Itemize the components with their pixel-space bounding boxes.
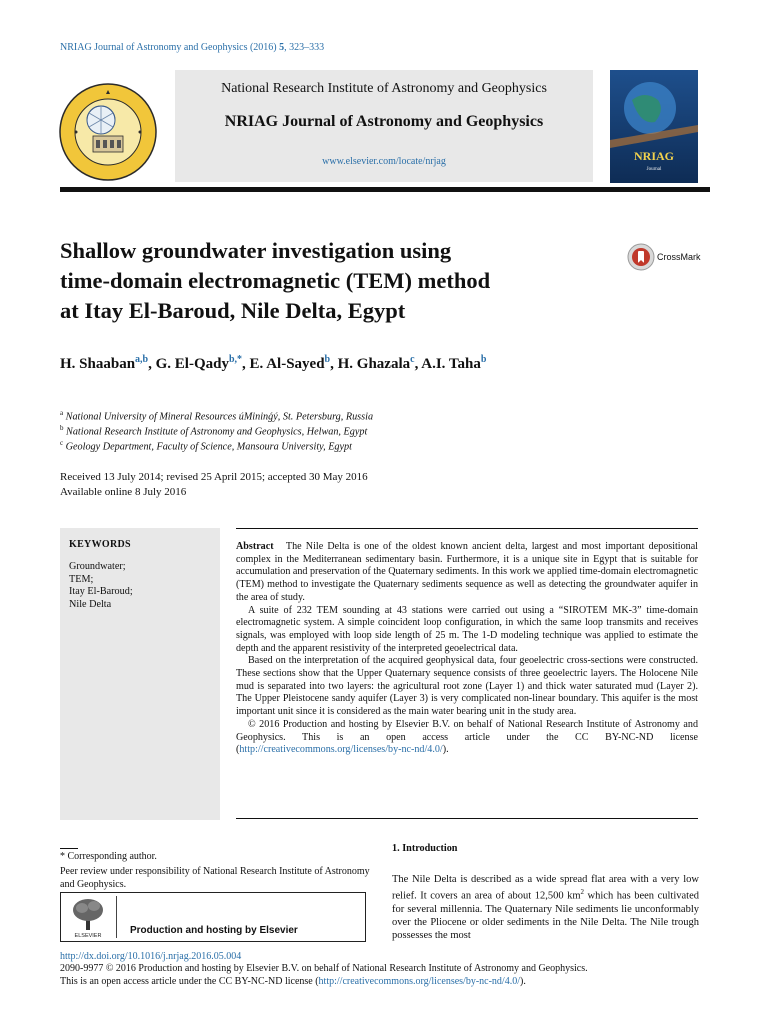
introduction-paragraph bbox=[392, 873, 699, 943]
author[interactable] bbox=[421, 356, 486, 372]
affiliation-text: National University of Mineral Resources úMininǵý, St. Petersburg, Russia bbox=[65, 411, 374, 423]
footnote-rule bbox=[60, 848, 78, 849]
elsevier-tree-logo bbox=[68, 896, 108, 938]
elsevier-divider bbox=[116, 896, 117, 938]
author-separator: , bbox=[330, 356, 338, 372]
intro-text-part: which has been cultivated for several millennia. The Quaternary Nile sediments lie unconformably over the Pliocene or older sediments in the Nile Delta. The Nile trough possesses the most bbox=[392, 890, 699, 942]
abstract-paragraph-3: Based on the interpretation of the acquired geophysical data, four geoelectric cross-sections were constructed. These sections show that the Upper Quaternary sequence consists of three geoelectric layers. The Holocene Nile mud is separated into two layers: the agricultural root zone (Layer 1) and thick water saturated mud (Layer 2). The Upper Pleistocene sandy aquifer (Layer 3) is very complicated non-linear boundary. This aquifer is the most important unit since it is considered as the main water bearing unit in the study area. bbox=[236, 655, 698, 718]
header-divider bbox=[60, 187, 710, 192]
doi-link[interactable]: http://dx.doi.org/10.1016/j.nrjag.2016.05.004 bbox=[60, 951, 242, 962]
citation-journal: NRIAG Journal of Astronomy and Geophysics (2016) bbox=[60, 42, 280, 53]
author-separator: , bbox=[242, 356, 250, 372]
elsevier-wordmark: ELSEVIER bbox=[74, 933, 102, 938]
title-line-3: at Itay El-Baroud, Nile Delta, Egypt bbox=[60, 298, 406, 323]
cover-subtitle: Journal bbox=[646, 167, 662, 172]
citation-volume: 5 bbox=[279, 42, 285, 53]
nriag-seal-logo bbox=[56, 80, 160, 184]
copyright-text: © 2016 Production and hosting by Elsevier B.V. on behalf of National Research Institute of Astronomy and Geophysics. This is an open access article under the CC BY-NC-ND license ( bbox=[236, 718, 698, 756]
issn-copyright: 2090-9977 © 2016 Production and hosting by Elsevier B.V. on behalf of National Research Institute of Astronomy and Geophysics. bbox=[60, 963, 588, 974]
affiliation-text: National Research Institute of Astronomy and Geophysics, Helwan, Egypt bbox=[66, 426, 368, 438]
intro-text-part: The Nile Delta is described as a wide spread flat area with a very low relief. It covers an area of about 12,500 km bbox=[392, 874, 699, 902]
author[interactable] bbox=[156, 356, 250, 372]
title-line-2: time-domain electromagnetic (TEM) method bbox=[60, 268, 491, 293]
crossmark-icon bbox=[627, 243, 655, 271]
abstract-paragraph-1 bbox=[236, 541, 698, 605]
keywords-list bbox=[69, 561, 133, 611]
license-end: ). bbox=[519, 976, 526, 987]
copyright-end: ). bbox=[442, 744, 449, 756]
author[interactable] bbox=[60, 356, 156, 372]
journal-name: NRIAG Journal of Astronomy and Geophysics bbox=[224, 113, 544, 130]
crossmark-button[interactable] bbox=[627, 243, 707, 271]
license-line bbox=[60, 975, 526, 988]
author-separator: , bbox=[414, 356, 422, 372]
article-history bbox=[60, 470, 368, 500]
author-affiliation-mark[interactable]: b bbox=[324, 354, 331, 365]
citation-pages: , 323–333 bbox=[284, 42, 325, 53]
author-separator: , bbox=[148, 356, 156, 372]
received-dates: Received 13 July 2014; revised 25 April 2015; accepted 30 May 2016 bbox=[60, 471, 368, 483]
author-name: H. Shaaban bbox=[60, 356, 136, 372]
corresponding-author-note: * Corresponding author. bbox=[60, 851, 157, 862]
journal-url-link[interactable]: www.elsevier.com/locate/nrjag bbox=[322, 156, 446, 167]
abstract-copyright bbox=[236, 719, 698, 757]
affiliation-mark: c bbox=[60, 439, 64, 447]
introduction-text bbox=[392, 873, 699, 943]
license-url-link[interactable]: http://creativecommons.org/licenses/by-nc-nd/4.0/ bbox=[318, 976, 520, 987]
available-online-date: Available online 8 July 2016 bbox=[60, 486, 187, 498]
title-line-1: Shallow groundwater investigation using bbox=[60, 238, 452, 263]
abstract-top-rule bbox=[236, 528, 698, 529]
abstract-bottom-rule bbox=[236, 818, 698, 819]
abstract-text: The Nile Delta is one of the oldest known ancient delta, largest and most important depositional complex in the Mediterranean sedimentary basin. Furthermore, it is a unique site in Egypt that is suitable for accumulation and preservation of the Quaternary sediments. In this work we applied time-domain electromagnetic (TEM) method to investigate the Quaternary sediments sequence as well as detecting the groundwater aquifer in the area of study. bbox=[236, 541, 698, 603]
affiliation-c bbox=[60, 436, 700, 454]
keyword-item: Nile Delta bbox=[69, 598, 112, 610]
author-affiliation-mark[interactable]: b,* bbox=[228, 354, 243, 365]
keyword-item: TEM; bbox=[69, 573, 94, 585]
author-name: E. Al-Sayed bbox=[249, 356, 325, 372]
author-name: H. Ghazala bbox=[337, 356, 411, 372]
section-heading-introduction: 1. Introduction bbox=[392, 843, 458, 854]
intro-superscript: 2 bbox=[580, 888, 585, 897]
keywords-heading: KEYWORDS bbox=[69, 539, 131, 550]
affiliation-mark: b bbox=[60, 424, 64, 432]
abstract-paragraph-2: A suite of 232 TEM sounding at 43 stations were carried out using a “SIROTEM MK-3” time-domain electromagnetic system. A simple coincident loop configuration, in which the same loop transmits and receives signals, was employed with loop side length of 25 m. The 1-D modeling technique was applied to estimate the depth and the apparent resistivity of the interpreted geoelectrical data. bbox=[236, 604, 698, 654]
author[interactable] bbox=[250, 356, 338, 372]
institute-name: National Research Institute of Astronomy and Geophysics bbox=[221, 81, 547, 96]
journal-citation[interactable] bbox=[60, 42, 324, 53]
license-text: This is an open access article under the CC BY-NC-ND license ( bbox=[60, 976, 319, 987]
keyword-item: Itay El-Baroud; bbox=[69, 586, 133, 597]
author-affiliation-mark[interactable]: a,b bbox=[135, 354, 149, 365]
crossmark-label: CrossMark bbox=[657, 252, 701, 262]
abstract-label: Abstract bbox=[236, 541, 274, 552]
elsevier-production-text: Production and hosting by Elsevier bbox=[130, 925, 298, 936]
keyword-item: Groundwater; bbox=[69, 561, 126, 572]
affiliation-text: Geology Department, Faculty of Science, Mansoura University, Egypt bbox=[65, 441, 352, 453]
affiliation-mark: a bbox=[60, 409, 64, 417]
article-title bbox=[60, 236, 580, 326]
author-affiliation-mark[interactable]: b bbox=[480, 354, 487, 365]
license-link[interactable]: http://creativecommons.org/licenses/by-nc-nd/4.0/ bbox=[239, 744, 443, 756]
author-name: A.I. Taha bbox=[421, 356, 481, 372]
author-affiliation-mark[interactable]: c bbox=[410, 354, 415, 365]
author-name: G. El-Qady bbox=[155, 356, 229, 372]
author[interactable] bbox=[338, 356, 422, 372]
abstract bbox=[236, 541, 698, 757]
peer-review-note: Peer review under responsibility of National Research Institute of Astronomy and Geophysics. bbox=[60, 866, 370, 890]
author-list bbox=[60, 354, 710, 373]
cover-title: NRIAG bbox=[633, 149, 675, 163]
journal-cover-image bbox=[610, 70, 698, 183]
